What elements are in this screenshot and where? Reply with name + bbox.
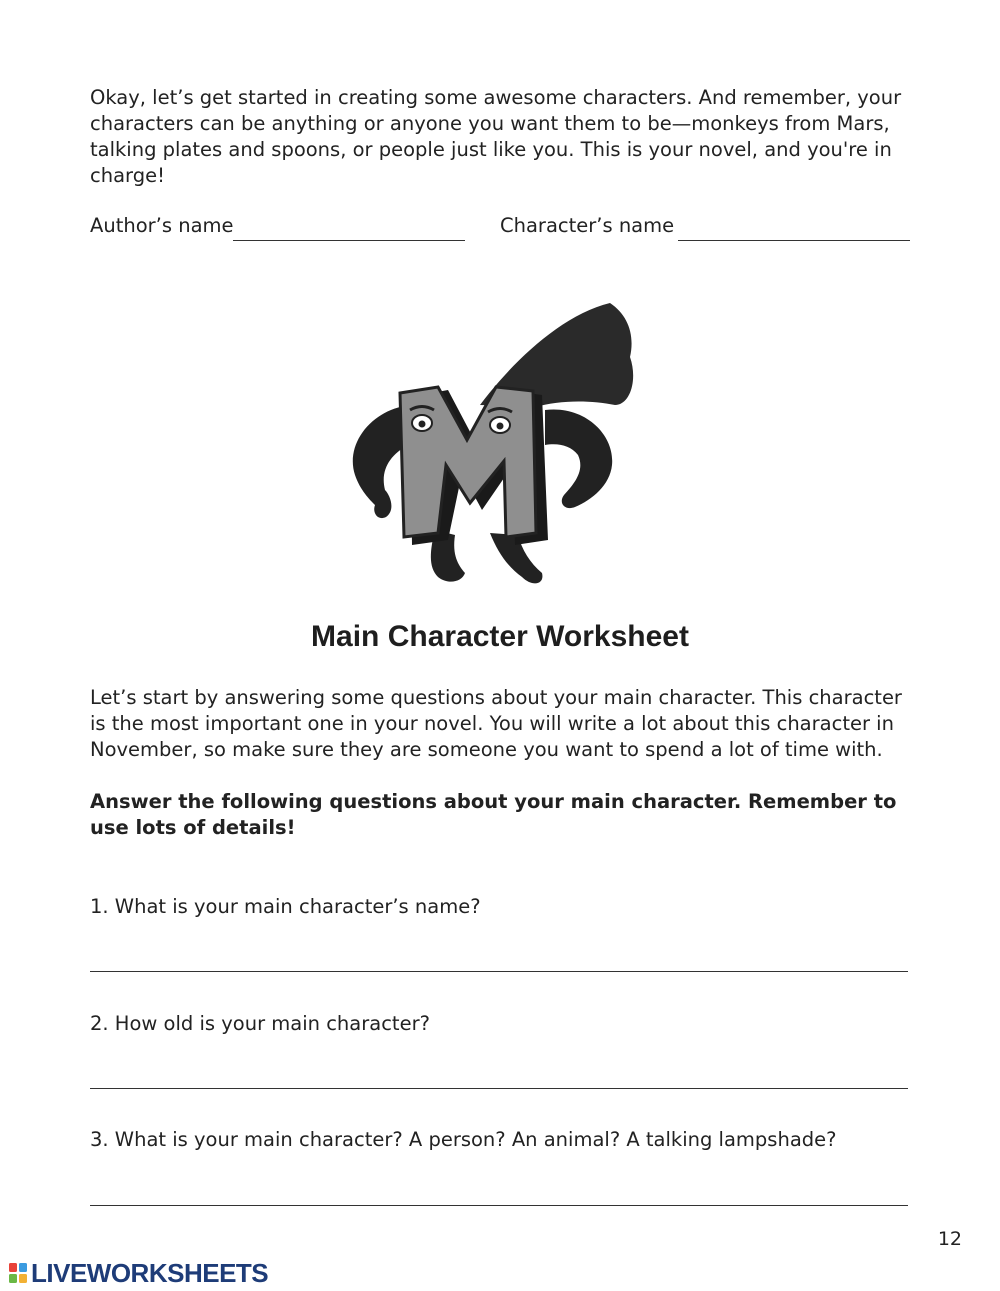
- liveworksheets-brand-text: LIVEWORKSHEETS: [31, 1257, 269, 1288]
- character-name-field[interactable]: [678, 240, 910, 241]
- liveworksheets-brand: [8, 1258, 268, 1288]
- answer-field-3[interactable]: [90, 1205, 908, 1206]
- superhero-m-mascot-illustration: [330, 295, 660, 600]
- author-name-field[interactable]: [233, 240, 465, 241]
- answer-field-1[interactable]: [90, 971, 908, 972]
- page-number: 12: [937, 1228, 962, 1250]
- page-title: Main Character Worksheet: [311, 620, 689, 653]
- question-2: 2. How old is your main character?: [90, 1012, 430, 1035]
- answer-field-2[interactable]: [90, 1088, 908, 1089]
- liveworksheets-logo-icon: [8, 1262, 28, 1284]
- intro-paragraph: Okay, let’s get started in creating some awesome characters. And remember, your characters can be anything or anyone you want them to be—monkeys from Mars, talking plates and spoons, or people just like you. This is your novel, and you're in charge!: [90, 86, 902, 187]
- character-name-label: Character’s name: [500, 214, 675, 237]
- question-3: 3. What is your main character? A person? An animal? A talking lampshade?: [90, 1128, 837, 1151]
- name-fields: [90, 214, 910, 244]
- instructions-paragraph: Answer the following questions about your main character. Remember to use lots of details!: [90, 790, 897, 839]
- mascot-letter-body: [400, 387, 536, 537]
- description-paragraph: Let’s start by answering some questions about your main character. This character is the most important one in your novel. You will write a lot about this character in November, so make sure they are someone you want to spend a lot of time with.: [90, 686, 902, 761]
- mascot-right-arm: [545, 409, 612, 508]
- author-name-label: Author’s name: [90, 214, 234, 237]
- question-1: 1. What is your main character’s name?: [90, 895, 481, 918]
